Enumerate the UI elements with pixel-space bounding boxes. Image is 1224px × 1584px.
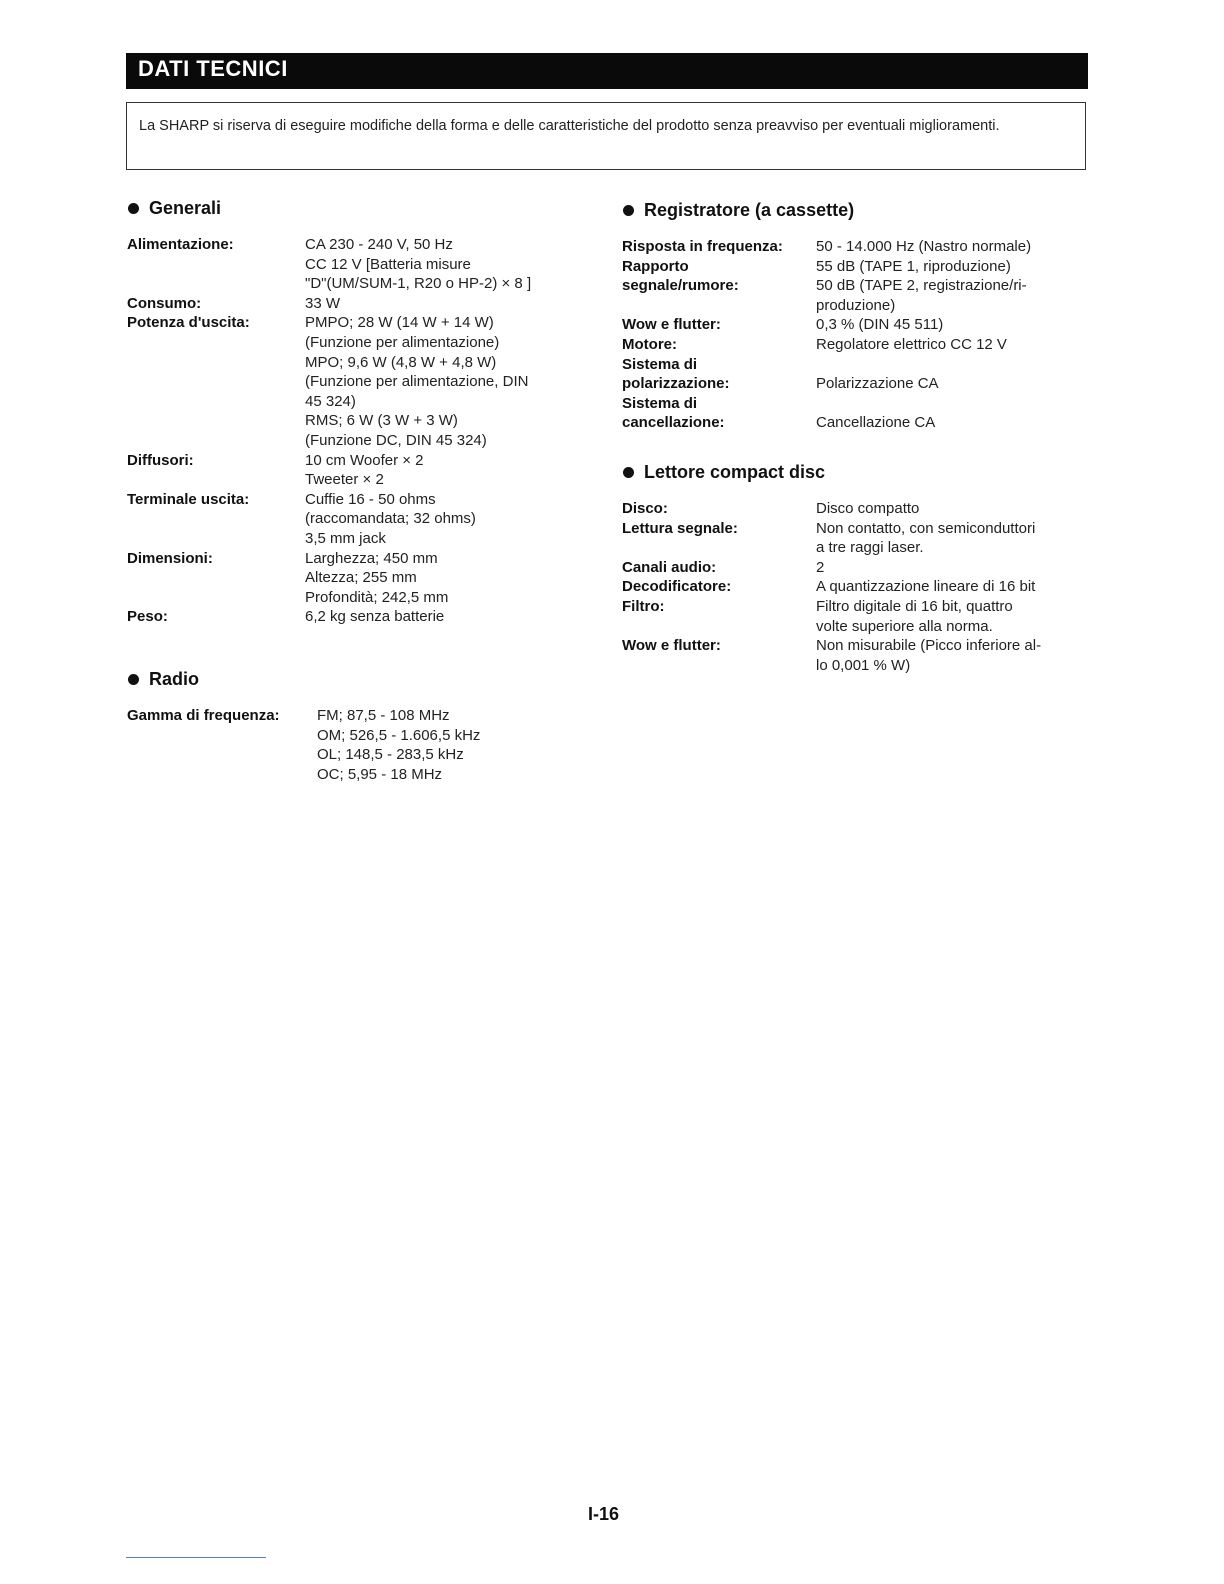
spec-value [305,313,528,450]
header-bar [126,53,1088,89]
section-title [127,666,480,692]
spec-value-line: Larghezza; 450 mm [305,549,438,567]
spec-row [622,636,1041,675]
spec-value [305,294,340,314]
spec-value [816,519,1035,558]
spec-value-line [816,394,935,414]
spec-row [127,706,480,784]
section-title-text: Radio [149,668,200,689]
spec-label: Risposta in frequenza: [622,238,783,255]
spec-value-line: Cuffie 16 - 50 ohms [305,490,436,508]
spec-value [816,257,1027,316]
spec-value-line: 45 324) [305,392,356,410]
notice-text: La SHARP si riserva di eseguire modifiche della forma e delle caratteristiche del prodotto senza preavviso per eventuali miglioramenti. [139,118,1000,134]
spec-value [305,451,424,490]
spec-row [622,257,1031,316]
bullet-icon [128,203,139,214]
spec-value-line: Tweeter × 2 [305,471,384,489]
spec-value-line: lo 0,001 % W) [816,656,911,674]
section-title [622,197,1031,223]
section-generali [127,195,531,627]
spec-label: Diffusori: [127,451,194,469]
spec-label: Alimentazione: [127,236,234,253]
spec-label: Disco: [622,500,668,517]
spec-value-line: OL; 148,5 - 283,5 kHz [317,746,464,764]
page-title: DATI TECNICI [138,56,288,81]
section-title [127,195,531,221]
spec-label: Dimensioni: [127,549,213,567]
spec-row [622,577,1041,597]
spec-row [622,335,1031,355]
spec-label: Motore: [622,335,677,353]
spec-value-line: 10 cm Woofer × 2 [305,451,424,469]
spec-label: Terminale uscita: [127,490,250,508]
spec-label: Potenza d'uscita: [127,314,250,332]
spec-value-line: Regolatore elettrico CC 12 V [816,335,1007,353]
spec-value-line: A quantizzazione lineare di 16 bit [816,578,1036,596]
spec-value [816,597,1013,636]
spec-row [622,315,1031,335]
spec-value [816,315,943,335]
spec-row [127,490,531,549]
section-radio [127,666,480,784]
spec-value-line: (Funzione DC, DIN 45 324) [305,431,487,449]
spec-label: Consumo: [127,294,202,312]
spec-label: Gamma di frequenza: [127,707,280,724]
section-lettore [622,459,1041,675]
spec-label: Filtro: [622,597,665,615]
spec-label: Wow e flutter: [622,316,721,334]
spec-row [127,294,531,314]
spec-row [622,394,1031,433]
spec-value-line: 33 W [305,294,341,312]
spec-value-line: 55 dB (TAPE 1, riproduzione) [816,257,1011,275]
spec-value-line: Filtro digitale di 16 bit, quattro [816,597,1013,615]
spec-value-line: MPO; 9,6 W (4,8 W + 4,8 W) [305,353,497,371]
spec-value [317,706,480,784]
spec-label: Sistema di cancellazione: [622,394,725,432]
spec-value-line: PMPO; 28 W (14 W + 14 W) [305,314,494,332]
spec-value-line: FM; 87,5 - 108 MHz [317,707,450,724]
spec-value-line [816,355,939,375]
spec-value-line: Altezza; 255 mm [305,569,417,587]
spec-value-line: Non contatto, con semiconduttori [816,519,1036,537]
spec-label: Rapporto segnale/rumore: [622,257,739,295]
spec-value-line: 0,3 % (DIN 45 511) [816,316,944,334]
spec-value-line: produzione) [816,296,896,314]
spec-label: Canali audio: [622,558,717,576]
spec-value-line: Cancellazione CA [816,414,936,432]
spec-row [622,597,1041,636]
spec-value-line: Non misurabile (Picco inferiore al- [816,637,1042,655]
spec-value-line: 50 - 14.000 Hz (Nastro normale) [816,238,1032,255]
spec-value-line: OC; 5,95 - 18 MHz [317,765,443,783]
spec-value [816,237,1031,257]
spec-value [816,355,939,394]
spec-value-line: (Funzione per alimentazione) [305,333,500,351]
spec-value-line: "D"(UM/SUM-1, R20 o HP-2) × 8 ] [305,275,532,293]
section-title-text: Lettore compact disc [644,461,826,482]
spec-value-line: RMS; 6 W (3 W + 3 W) [305,412,458,430]
section-title-text: Generali [149,197,222,218]
spec-row [127,549,531,608]
spec-value-line: 50 dB (TAPE 2, registrazione/ri- [816,277,1027,295]
spec-value [816,394,935,433]
spec-value-line: CC 12 V [Batteria misure [305,255,471,273]
spec-value-line: Disco compatto [816,500,920,517]
spec-value [816,636,1041,675]
spec-label: Sistema di polarizzazione: [622,355,730,393]
bullet-icon [623,467,634,478]
spec-value-line: 6,2 kg senza batterie [305,608,445,626]
spec-label: Decodificatore: [622,578,732,596]
spec-value-line: Polarizzazione CA [816,375,939,393]
spec-row [127,313,531,450]
spec-value [816,335,1007,355]
spec-value [305,490,476,549]
bullet-icon [623,205,634,216]
spec-value-line: (Funzione per alimentazione, DIN [305,373,529,391]
spec-row [622,237,1031,257]
spec-row [622,355,1031,394]
page-number: I-16 [588,1504,620,1524]
spec-value-line: CA 230 - 240 V, 50 Hz [305,236,453,253]
spec-value [305,549,448,608]
spec-label: Wow e flutter: [622,637,721,655]
spec-value-line: OM; 526,5 - 1.606,5 kHz [317,726,481,744]
section-title-text: Registratore (a cassette) [644,199,855,220]
spec-value [305,235,531,294]
spec-row [622,558,1041,578]
footer-divider [126,1557,266,1558]
spec-value [816,499,919,519]
bullet-icon [128,674,139,685]
spec-value [305,607,444,627]
spec-row [127,607,531,627]
section-registratore [622,197,1031,433]
spec-value-line: volte superiore alla norma. [816,617,993,635]
spec-value-line: (raccomandata; 32 ohms) [305,510,476,528]
spec-label: Peso: [127,608,168,626]
spec-row [127,235,531,294]
notice-box [126,102,1086,170]
spec-value-line: Profondità; 242,5 mm [305,588,449,606]
section-title [622,459,1041,485]
spec-value [816,577,1035,597]
spec-label: Lettura segnale: [622,519,738,537]
spec-value-line: a tre raggi laser. [816,539,924,557]
spec-value-line: 2 [816,558,825,576]
spec-row [622,499,1041,519]
spec-value [816,558,824,578]
spec-row [127,451,531,490]
spec-row [622,519,1041,558]
spec-value-line: 3,5 mm jack [305,529,386,547]
